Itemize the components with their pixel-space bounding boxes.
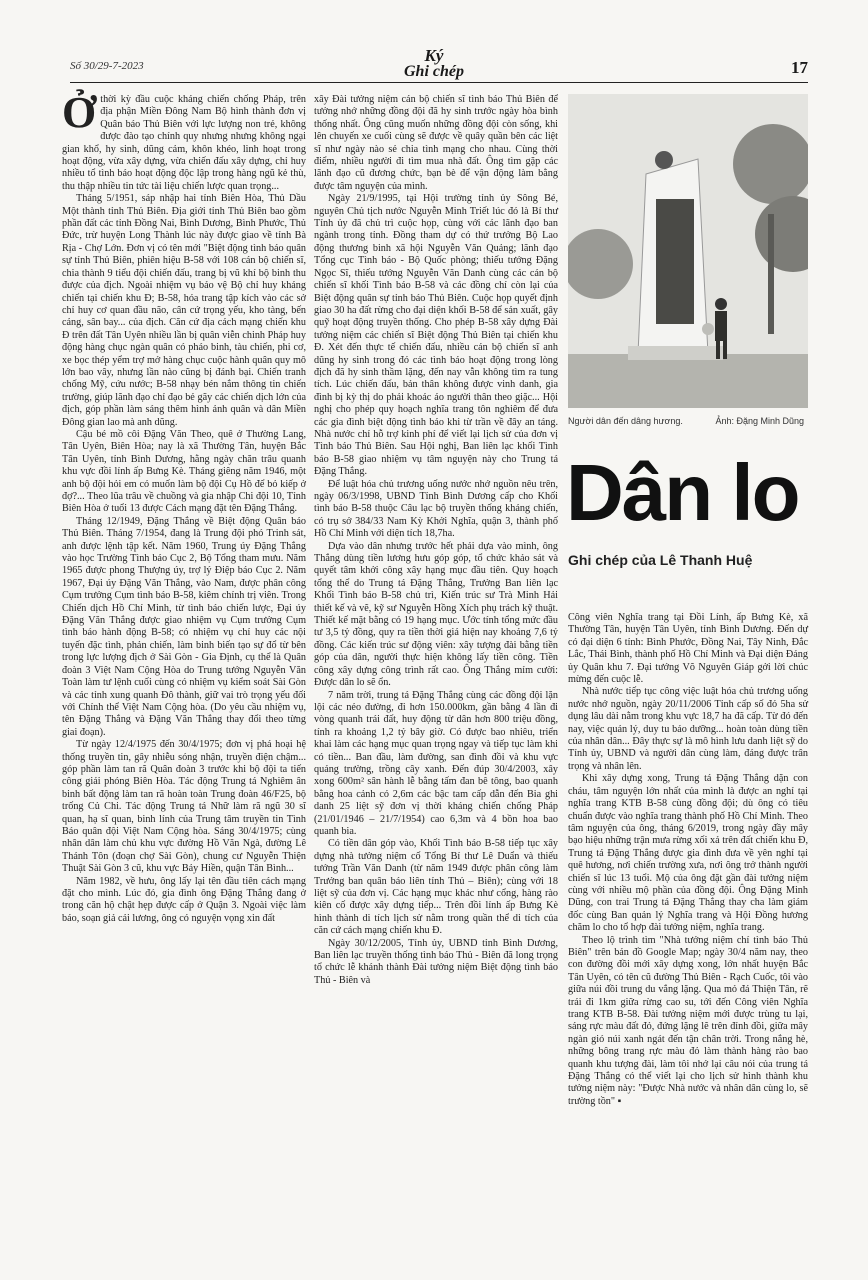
end-mark-icon: ▪ — [617, 1095, 622, 1107]
paragraph: Ngày 21/9/1995, tại Hội trường tỉnh ủy Sông Bé, nguyên Chủ tịch nước Nguyễn Minh Triết lúc đó là Bí thư Tỉnh ủy đã chủ trì cuộc họp, cùng với các lãnh đạo ban ngành trong tỉnh. Đồng tham dự có thứ trưởng Bộ Lao động thương binh xã hội Nguyễn Văn Quảng; lãnh đạo Tổng cục Tình báo - Bộ Quốc phòng; thiếu tướng Đặng Ngọc Sĩ, thiếu tướng Nguyễn Văn Danh cùng các cán bộ chiến sĩ khối Tình báo B-58 và các đồng chí còn lại của Biệt động quân sự tỉnh báo Thủ Biên. Cuộc họp quyết định giao 30 ha đất rừng cho đại diện khối B-58 để sản xuất, gây quỹ hoạt động truyền thống. Cho phép B-58 xây dựng Đài tưởng niệm các chiến sĩ Biệt động Thủ Biên tại chiến khu Đ. Xét đến thực tế chiến đấu, nhiều cán bộ chiến sĩ anh dũng hy sinh trong đó các tình báo hoạt động trong lòng địch đã hy sinh thầm lặng, đến nay vẫn không tìm ra tung tích. Lúc chiến đấu, bản thân không được vinh danh, gia đình bị kỳ thị do phải khoác áo người thân theo giặc... Hội nghị cho phép quy hoạch nghĩa trang tôn nghiêm để đưa các gia đình biệt động tình báo khi từ trần về đây an táng. Nhà nước chỉ hỗ trợ kinh phí để viết lại lịch sử của đơn vị Tình báo Thủ Biên. Sau Hội nghị, Ban liên lạc khối Tình báo B-58 giao nhiệm vụ tâm nguyện này cho Trung tá Đặng Thắng. — [314, 193, 558, 478]
paragraph: Cậu bé mồ côi Đặng Văn Theo, quê ở Thường Lang, Tân Uyên, Biên Hòa; nay là xã Thường Tân, huyện Bắc Tân Uyên, tỉnh Bình Dương, hằng ngày chăn trâu quanh khu vực đồi lính ấp Bưng Kè. Tháng giêng năm 1946, một anh bộ đội hỏi em có muốn làm bộ đội Cụ Hồ để bỏ kiếp ở đợ?... Theo lũa trâu về chuồng và gia nhập Chi đội 10, Tỉnh Biên Hòa ở tuổi 13 được Cách mạng đặt tên Đặng Thắng. — [62, 428, 306, 515]
paragraph: thời kỳ đầu cuộc kháng chiến chống Pháp, trên địa phận Miền Đông Nam Bộ hình thành đơn vị Quân báo Thủ Biên với lực lượng non trẻ, không được đào tạo chính quy nhưng nhưng không ngại gian khổ, hy sinh, dũng cảm, khôn khéo, linh hoạt trong hoạt động, vừa xây dựng, vừa chiến đấu xây dựng, chỉ huy nhiều tổ tình báo hoạt động độc lập trong hàng ngũ kẻ thù, thu thập nhiều tin tức tài liệu chiến lược quan trọng... — [62, 94, 306, 192]
section-title-line1: Ký — [424, 46, 444, 65]
paragraph: Có tiền dân góp vào, Khối Tình báo B-58 tiếp tục xây dựng nhà tưởng niệm cố Tổng Bí thư Lê Duẩn và thiếu tướng Trần Văn Danh (từ năm 1949 được phân công làm Trưởng ban quân báo liên tỉnh Thủ – Biên); cùng với 18 liệt sỹ của đơn vị. Các hạng mục khác như cổng, hàng rào kiên cố được xây dựng tiếp... Trên đồi lính ấp Bưng Kè hình thành di tích lịch sử nằm trong quần thể di tích của căn cứ cách mạng chiến khu Đ. — [314, 838, 558, 937]
issue-date: Số 30/29-7-2023 — [70, 60, 144, 72]
paragraph: Công viên Nghĩa trang tại Đồi Lính, ấp Bưng Kè, xã Thường Tân, huyện Tân Uyên, tỉnh Bình Dương. Đến dự có đại diện 6 tỉnh: Bình Phước, Đồng Nai, Tây Ninh, Đắc Lắc, Thái Bình, thành phố Hồ Chí Minh và Đại diện Đảng ủy Quân khu 7. Đại tướng Võ Nguyên Giáp gởi lời chúc mừng đến cuộc lễ. — [568, 612, 808, 686]
paragraph: xây Đài tưởng niệm cán bộ chiến sĩ tình báo Thủ Biên để tưởng nhớ những đồng đội đã hy sinh trước ngày hòa bình thống nhất. Ông cũng muốn những đồng đội còn sống, khi lên chuyến xe cuối cùng sẽ được về quây quần bên các liệt sĩ như ngày nào sẻ chia tình mạng cho nhau. Cùng thời điểm, nhiều người đi tìm mua nhà đất. Ông tìm gặp các lãnh đạo cũ đương chức, bạn bè để vận động làm bằng được tâm nguyện của mình. — [314, 94, 558, 192]
caption-text: Người dân đến dâng hương. — [568, 416, 683, 426]
paragraph: Để luật hóa chủ trương uống nước nhớ nguồn nêu trên, ngày 06/3/1998, UBND Tỉnh Bình Dương cấp cho Khối tình báo B-58 thuộc Câu lạc bộ truyền thống kháng chiến, có trụ sở 384/33 Nam Kỳ Khởi Nghĩa, quận 3, thành phố Hồ Chí Minh với diện tích 18,7ha. — [314, 478, 558, 540]
article-column-2 — [314, 94, 558, 987]
header-rule — [70, 82, 808, 83]
paragraph: Khi xây dựng xong, Trung tá Đặng Thắng dặn con cháu, tâm nguyện lớn nhất của mình là được an nghỉ tại nghĩa trang KTB B-58 cùng đồng đội; dù ông có tiêu chuẩn được vào nghĩa trang thành phố Hồ Chí Minh. Theo tâm nguyện của ông, tháng 6/2019, trong ngày đầy mây bạo hiệu những trận mưa rừng xối xả trên đất chiến khu Đ, Trung tá Đặng Thắng được gia đình đưa về yên nghỉ tại quê hương, nơi chiến trường xưa, nơi ông trở thành người chiến sĩ lúc 13 tuổi. Mộ của ông đặt gần đài tưởng niệm cùng với nhiều mộ phần của đồng đội. Ông Đặng Minh Dũng, con trai Trung tá Đặng Thắng thay cha làm giám đốc cùng Ban quản lý Nghĩa trang và Hội Đồng hương chăm lo cho tổ hợp đài tưởng niệm, nghĩa trang. — [568, 773, 808, 934]
paragraph: Ngày 30/12/2005, Tỉnh ủy, UBND tỉnh Bình Dương, Ban liên lạc truyền thống tình báo Thủ - Biên đã long trọng tổ chức lễ khánh thành Đài tưởng niệm Biệt động tình báo Thủ - Biên và — [314, 937, 558, 986]
photo-credit: Ảnh: Đặng Minh Dũng — [715, 416, 804, 426]
paragraph-text: Theo lộ trình tìm "Nhà tưởng niệm chí tình báo Thủ Biên" trên bản đồ Google Map; ngày 30/4 năm nay, theo con đường đồi mới xây dựng xong, lớn nhất huyện Bắc Tân Uyên, có tên cũ đường Thủ Biên - Rạch Cuốc, tôi vào giữa núi đồi trung du vắng lặng. Qua mỏ đá Thiện Tân, rẽ trái đi 1km giữa rừng cao su, tới đến Công viên Nghĩa trang KTB B-58. Đài tưởng niệm mới được trùng tu lại, sáng rực màu đất đỏ, đứng lặng lẽ trên đỉnh đồi, giữa mây ngàn gió núi xanh ngát đến tận chân trời. Trong nắng hè, những bông trang rực màu đỏ làm thành hàng rào bao quanh khu tượng đài, làm tôi nhớ lại câu nói của trung tá Đặng Thắng có thể viết lại cho lịch sử hình thành khu tưởng niệm này: "Được Nhà nước và nhân dân cùng lo, sẽ trường tồn" — [568, 934, 808, 1107]
photo-caption — [568, 416, 808, 426]
article-byline: Ghi chép của Lê Thanh Huệ — [568, 552, 753, 568]
paragraph: Dựa vào dân nhưng trước hết phải dựa vào mình, ông Thắng dùng tiền lương hưu góp góp, tổ chức khảo sát và quyết tâm khởi công xây hạng mục đầu tiên. Quy hoạch tổng thể do Trung tá Đặng Thắng, Trưởng Ban liên lạc Khối Tình báo B-58 chủ trì, Kiến trúc sư Trà Minh Hải thiết kế và vẽ, kỹ sư Nguyễn Hồng Xích phụ trách kỹ thuật. Thiết kế mặt bằng có 19 hạng mục. Ước tính tổng mức đầu tư 3,5 tỷ đồng, quy ra tiền thời giá hiện nay khoảng 7,6 tỷ đồng. Các kiến trúc sư động viên: xây tượng đài bằng tiền góp của dân, người thực hiện không lấy tiền công. Tiền công xây dựng công trình rất cao. Ông Thắng mỉm cười: Được dân lo sẽ ổn. — [314, 540, 558, 689]
section-title-line2: Ghi chép — [404, 63, 464, 80]
paragraph: Năm 1982, về hưu, ông lấy lại tên đầu tiên cách mạng đặt cho mình. Lúc đó, gia đình ông Đặng Thắng đang ở trong căn hộ chật hẹp được cấp ở Quận 3. Ngoài việc làm báo, soạn giả cải lương, ông có nguyện vọng xin đất — [62, 875, 306, 924]
page-header — [0, 0, 868, 92]
page-number: 17 — [791, 58, 808, 77]
article-column-3 — [568, 612, 808, 1108]
memorial-photo-illustration — [568, 94, 808, 408]
memorial-photo — [568, 94, 808, 408]
section-title — [386, 48, 482, 80]
paragraph — [568, 935, 808, 1109]
paragraph: Nhà nước tiếp tục công việc luật hóa chủ trương uống nước nhớ nguồn, ngày 20/11/2006 Tỉnh cấp số đỏ 5ha sử dụng lâu dài nằm trong khu vực 18,7 ha đã cấp. Từ đó đến nay, việc quản lý, duy tu bảo dưỡng... hoàn toàn dùng tiền của nhân dân... Đây thực sự là mô hình lưu danh liệt sỹ do Tỉnh ủy, UBND và người dân cùng làm, đáng được trân trọng và nhân lên. — [568, 686, 808, 772]
article-column-1 — [62, 88, 306, 925]
paragraph: Tháng 12/1949, Đặng Thắng về Biệt động Quân báo Thủ Biên. Tháng 7/1954, đang là Trung đội phó Trinh sát, anh được lệnh tập kết. Năm 1960, Trung úy Đặng Thắng vào học Trường Tình báo Cục 2, Bộ Tổng tham mưu. Năm 1965 được phong Thượng úy, trợ lý Điệp báo Cục 2. Năm 1967, Đại úy Đặng Văn Thắng, vào Nam, được phân công Cụm trưởng Cụm tình báo B-58, kiêm chính trị viên. Trong Chiến dịch Hồ Chí Minh, từ tình báo chiến lược, Đại úy Đặng Văn Thắng được giao nhiệm vụ Cụm trưởng Cụm tình báo hành động B-58; có nhiệm vụ chỉ huy các nội tuyến đặc tình, phản chiến, làm binh biến tạo sự đổ từ bên trong lực lượng địch ở Sài Gòn - Gia Định, cụ thể là Quân đoàn 3 Việt Nam Cộng Hòa do Trung tướng Nguyễn Văn Toàn làm tư lệnh cuối cùng có nhiệm vụ kiểm soát Sài Gòn và các tỉnh xung quanh Đô thành, giữ vai trò trọng yếu đối với Chính thể Việt Nam Cộng hòa. (Do yêu cầu nhiệm vụ, tên Đặng Thắng và Đặng Văn Thắng thay đổi theo từng giai đoạn). — [62, 515, 306, 738]
paragraph: 7 năm trời, trung tá Đặng Thắng cùng các đồng đội lặn lội các nẻo đường, đi hơn 150.000km, gần bằng 4 lần đi vòng quanh trái đất, huy động từ dân hơn 800 triệu đồng, tính ra khoảng 1,2 tỷ bây giờ. Có được bao nhiêu, triển khai làm các hạng mục quan trọng ngay và tiếp tục làm khi có tiền... Ban đầu, làm đường, san đình đồi và khu vực quảng trường, trồng cây xanh. Đến đúp 30/4/2003, xây xong 600m² sân hành lễ bằng tấm đan bê tông, bao quanh bằng hoa cảnh có 2,6m các bậc tam cấp dẫn đến Bia ghi danh 25 liệt sỹ đơn vị thời kháng chiến chống Pháp (21/01/1946 – 21/7/1954) cao 6,3m và 4 bồn hoa bao quanh bia. — [314, 689, 558, 837]
drop-cap: Ở — [62, 88, 97, 137]
article-title: Dân lo — [566, 448, 799, 537]
paragraph: Từ ngày 12/4/1975 đến 30/4/1975; đơn vị phá hoại hệ thống truyền tin, gây nhiễu sóng nhận, truyền điện chậm... góp phần làm tan rã Quân đoàn 3 trước khi bộ đội ta tiến công giải phóng Biên Hòa. Tác động Trung tá Nghiêm ân binh bất động làm tan rã hoàn toàn Trung đoàn 46/F25, bộ trống Củ Chi. Tác động Trung tá Nhữ làm rã ngũ 30 sĩ quan, hạ sĩ quan, binh lính của Trung tâm truyền tin Tình Báo quân đội Việt Nam Cộng hòa. Sáng 30/4/1975; cùng nhân dân làm chủ khu vực đường Hồ Văn Ngà, đường Lê Thánh Tôn (đoạn chợ Sài Gòn), chung cư Nguyễn Thiện Thuật Sài Gòn 3 cũ, khu vực Bảy Hiền, quận Tân Bình... — [62, 739, 306, 875]
paragraph: Tháng 5/1951, sáp nhập hai tỉnh Biên Hòa, Thủ Dầu Một thành tỉnh Thủ Biên. Địa giới tỉnh Thủ Biên bao gồm phần đất các tỉnh Đồng Nai, Bình Dương, Bình Phước, Thủ Đức, trừ huyện Long Thành lúc này được giao về tỉnh Bà Rịa - Chợ Lớn. Đơn vị có tên mới "Biệt động tình báo quân sự tỉnh Thủ Biên, phiên hiệu B-58 với 108 cán bộ chiến sĩ, chia thành 9 tiểu đội chiến đấu, trang bị vũ khí bộ binh thu được của địch. Ngoài nhiệm vụ bảo vệ Bộ chỉ huy kháng chiến tại chiến khu Đ; B-58, hóa trang tập kích vào các sở chỉ huy cơ quan đầu não, cân cứ trọng yếu, kho tàng, bến cảng, sân bay... của địch. Căn cứ địa cách mạng chiến khu Đ trên đất Tân Uyên nhiều lần bị quân viễn chinh Pháp huy động hàng chục ngàn quân có pháo binh, tàu chiến, phi cơ, xe bọc thép yểm trợ mở hàng chục cuộc hành quân quy mô lớn bao vây, nhưng lần nào cũng bị đánh bại. Chiến tranh chống Mỹ, cứu nước; B-58 nhạy bén nắm thông tin chiến trường, giúp lãnh đạo chỉ đạo bẻ gãy các chiến dịch lớn của địch, góp phần làm sáng thêm hình ảnh quân và dân Miền Đông gian lao mà anh dũng. — [62, 193, 306, 428]
